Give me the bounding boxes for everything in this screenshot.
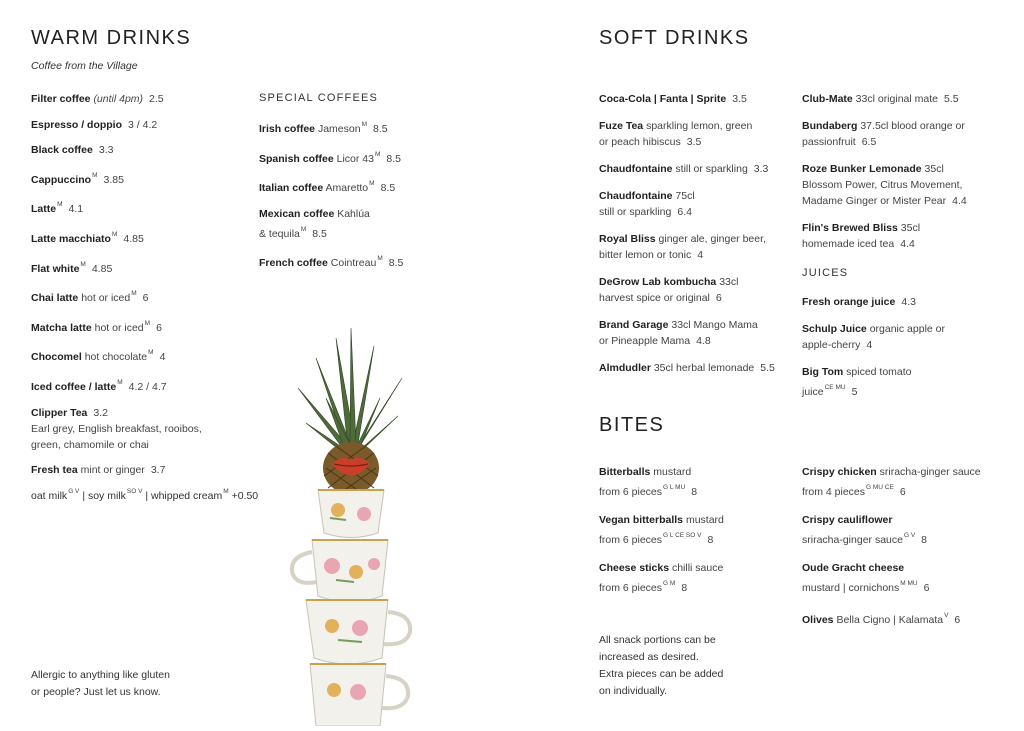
- menu-item-line: [802, 528, 1002, 548]
- menu-item-description: 35cl: [900, 222, 921, 234]
- menu-item-line: [599, 118, 799, 134]
- menu-item-price: 8: [707, 534, 714, 546]
- menu-item-description: mustard: [653, 466, 692, 478]
- menu-item-description: 35cl herbal lemonade: [653, 362, 755, 374]
- snack-note-line-1: All snack portions can be: [599, 634, 716, 646]
- special-coffees-list: [259, 117, 459, 281]
- menu-item-line: [802, 480, 1002, 500]
- menu-item: [259, 117, 459, 137]
- menu-item: [599, 360, 799, 376]
- warm-drinks-subtitle: Coffee from the Village: [31, 60, 138, 72]
- menu-item-line: [31, 375, 251, 395]
- menu-item: [31, 142, 251, 158]
- teacup-4: [310, 664, 408, 726]
- allergen-codes: M: [377, 255, 383, 263]
- menu-item-line: [31, 437, 251, 453]
- menu-item-name: Chocomel: [31, 351, 82, 364]
- menu-item-name: Fresh orange juice: [802, 296, 896, 308]
- juices-title: JUICES: [802, 267, 849, 279]
- allergen-codes: M: [92, 171, 98, 179]
- menu-item: [802, 220, 1002, 252]
- menu-item-detail: apple-cherry: [802, 339, 861, 351]
- menu-item-price: 3.5: [732, 93, 747, 105]
- menu-item-price: 3.3: [753, 163, 769, 175]
- menu-item: [802, 364, 1002, 400]
- menu-item-name: Almdudler: [599, 362, 651, 374]
- menu-item: [259, 251, 459, 271]
- menu-item-price: 6: [142, 292, 149, 305]
- menu-item: [802, 118, 1002, 150]
- menu-item-name: French coffee: [259, 257, 328, 270]
- menu-item-line: [599, 134, 799, 150]
- menu-item-line: [259, 176, 459, 196]
- juices-list: [802, 294, 1002, 411]
- menu-item-price: 6: [954, 614, 961, 626]
- warm-drinks-title: WARM DRINKS: [31, 27, 192, 49]
- teacup-1: [318, 490, 384, 538]
- menu-item-name: Filter coffee: [31, 93, 91, 105]
- snack-note-line-2: increased as desired.: [599, 651, 699, 663]
- allergen-codes: G L CE SO V: [663, 532, 702, 539]
- menu-item-line: [599, 360, 799, 376]
- allergen-codes: M: [80, 260, 86, 268]
- menu-item: [259, 176, 459, 196]
- menu-item-line: [802, 576, 1002, 596]
- menu-item: [599, 274, 799, 306]
- menu-item-detail: harvest spice or original: [599, 292, 710, 304]
- menu-item-price: 3.85: [103, 173, 124, 186]
- menu-item-line: [802, 177, 1002, 193]
- menu-item-line: [802, 364, 1002, 380]
- menu-item-line: [259, 222, 459, 242]
- menu-item-line: [31, 257, 251, 277]
- menu-item-line: [802, 91, 1002, 107]
- menu-item-price: 8.5: [386, 152, 401, 165]
- menu-item: [31, 197, 251, 217]
- menu-item-name: Chaudfontaine: [599, 163, 673, 175]
- menu-item-detail: sriracha-ginger sauce: [802, 534, 903, 546]
- warm-drinks-list: [31, 91, 251, 488]
- menu-item-name: Clipper Tea: [31, 406, 88, 419]
- menu-item-name: Italian coffee: [259, 182, 324, 195]
- menu-item-line: [259, 147, 459, 167]
- menu-item-name: Chaudfontaine: [599, 190, 673, 202]
- menu-item: [599, 91, 799, 107]
- menu-item: [802, 91, 1002, 107]
- snack-note-line-3: Extra pieces can be added: [599, 668, 724, 680]
- oat-milk: oat milk: [31, 490, 68, 502]
- allergen-codes: M: [111, 230, 118, 238]
- menu-item-line: [31, 142, 251, 158]
- menu-item-line: [802, 118, 1002, 134]
- menu-item: [599, 188, 799, 220]
- menu-item-name: Iced coffee / latte: [31, 380, 117, 393]
- menu-item-line: [31, 345, 251, 365]
- menu-item-name: Big Tom: [802, 366, 844, 378]
- menu-item: [31, 405, 251, 453]
- bites-left-list: [599, 464, 799, 608]
- menu-item-line: [802, 380, 1002, 400]
- menu-item-price: 8: [691, 486, 698, 498]
- menu-item: [802, 464, 1002, 500]
- menu-item-line: [802, 512, 1002, 528]
- menu-item-line: [802, 337, 1002, 353]
- menu-item-detail: or Pineapple Mama: [599, 335, 691, 347]
- menu-item-line: [802, 193, 1002, 209]
- menu-item-line: [599, 560, 799, 576]
- menu-item-price: 8: [921, 534, 928, 546]
- menu-item-price: 3.5: [686, 136, 702, 148]
- menu-item-name: Brand Garage: [599, 319, 669, 331]
- allergen-codes: M: [300, 225, 307, 233]
- menu-item: [31, 257, 251, 277]
- menu-item-price: 8.5: [312, 227, 327, 240]
- menu-item-line: [31, 227, 251, 247]
- menu-item-line: [31, 421, 251, 437]
- menu-item-name: Flin's Brewed Bliss: [802, 222, 898, 234]
- menu-item-name: Fresh tea: [31, 464, 78, 477]
- menu-item-name: Fuze Tea: [599, 120, 644, 132]
- menu-item-price: 4.1: [68, 203, 84, 216]
- soy-allergens: SO V: [126, 488, 143, 495]
- teacup-2: [292, 540, 388, 602]
- menu-item: [802, 608, 1002, 628]
- menu-item-line: [599, 480, 799, 500]
- allergen-codes: M MU: [900, 580, 918, 587]
- menu-item-line: [599, 512, 799, 528]
- menu-item-price: 8.5: [372, 123, 388, 135]
- menu-item: [31, 316, 251, 336]
- menu-item: [802, 321, 1002, 353]
- menu-item-description: mustard: [685, 514, 724, 526]
- menu-item-price: 6.4: [677, 206, 692, 218]
- teacup-3: [306, 600, 410, 664]
- menu-item-detail: homemade iced tea: [802, 238, 895, 250]
- extras-price: +0.50: [231, 490, 259, 502]
- allergen-codes: G M: [663, 580, 676, 587]
- menu-item-detail: still or sparkling: [599, 206, 672, 218]
- menu-item-price: 8.5: [380, 182, 396, 195]
- menu-item-description: (until 4pm): [93, 93, 144, 105]
- allergen-codes: M: [117, 378, 123, 386]
- menu-item: [802, 560, 1002, 596]
- menu-item-price: 3 / 4.2: [128, 118, 158, 131]
- menu-item-description: Bella Cigno | Kalamata: [836, 614, 944, 626]
- soft-drinks-right-list: [802, 91, 1002, 263]
- menu-item: [259, 206, 459, 242]
- menu-item-price: 6: [156, 321, 162, 334]
- menu-item-price: 6: [923, 582, 930, 594]
- menu-item-price: 5.5: [760, 362, 775, 374]
- menu-item-description: sparkling lemon, green: [646, 120, 753, 132]
- menu-item-name: Espresso / doppio: [31, 118, 123, 131]
- menu-item-line: [599, 290, 799, 306]
- menu-item-detail: juice: [802, 386, 824, 398]
- menu-item: [31, 117, 251, 133]
- menu-item-detail: or peach hibiscus: [599, 136, 681, 148]
- menu-item-price: 4.4: [900, 238, 915, 250]
- allergen-codes: M: [57, 201, 63, 209]
- menu-item-line: [599, 161, 799, 177]
- menu-item-description: hot chocolate: [84, 351, 148, 364]
- menu-item-detail: green, chamomile or chai: [31, 438, 149, 451]
- menu-item-line: [599, 274, 799, 290]
- menu-item-line: [31, 117, 251, 133]
- menu-item-line: [802, 294, 1002, 310]
- menu-item-line: [599, 317, 799, 333]
- menu-item-line: [802, 220, 1002, 236]
- menu-item-detail: mustard | cornichons: [802, 582, 900, 594]
- menu-item-line: [599, 528, 799, 548]
- menu-item-line: [802, 608, 1002, 628]
- allergen-codes: M: [131, 290, 137, 298]
- menu-item-detail: passionfruit: [802, 136, 856, 148]
- menu-item-line: [802, 161, 1002, 177]
- menu-item-price: 6: [899, 486, 906, 498]
- menu-item-line: [31, 405, 251, 421]
- soy-milk: | soy milk: [82, 490, 126, 502]
- menu-item: [802, 294, 1002, 310]
- menu-item-price: 4.85: [123, 232, 144, 245]
- menu-item-line: [802, 464, 1002, 480]
- menu-item-description: Licor 43: [336, 152, 374, 165]
- menu-item-price: 4.85: [91, 262, 113, 275]
- menu-item-description: 33cl original mate: [855, 93, 938, 105]
- menu-item-name: Chai latte: [31, 292, 79, 305]
- menu-item-name: DeGrow Lab kombucha: [599, 276, 717, 288]
- menu-item-description: mint or ginger: [80, 464, 145, 477]
- menu-item-line: [599, 333, 799, 349]
- menu-item-price: 5.5: [943, 93, 959, 105]
- menu-item-name: Crispy chicken: [802, 466, 877, 478]
- menu-item-price: 3.2: [93, 406, 109, 419]
- menu-item-price: 3.3: [98, 144, 114, 157]
- menu-item-line: [259, 117, 459, 137]
- menu-item-price: 8.5: [388, 257, 404, 270]
- menu-item-name: Cappuccino: [31, 173, 92, 186]
- bites-title: BITES: [599, 414, 665, 436]
- bites-right-list: [802, 464, 1002, 640]
- menu-item-description: 33cl Mango Mama: [671, 319, 758, 331]
- menu-item-price: 2.5: [149, 93, 164, 105]
- menu-item-line: [599, 247, 799, 263]
- menu-item: [802, 161, 1002, 209]
- menu-item-line: [31, 462, 251, 478]
- menu-item: [259, 147, 459, 167]
- menu-item-description: 33cl: [719, 276, 739, 288]
- menu-item-name: Irish coffee: [259, 123, 316, 135]
- menu-item: [31, 345, 251, 365]
- menu-item-name: Roze Bunker Lemonade: [802, 163, 922, 175]
- menu-item-line: [599, 231, 799, 247]
- menu-item-price: 3.7: [150, 464, 166, 477]
- allergy-line-1: Allergic to anything like gluten: [31, 669, 170, 681]
- menu-item-name: Schulp Juice: [802, 323, 867, 335]
- menu-item-name: Black coffee: [31, 144, 93, 157]
- allergen-codes: V: [944, 612, 949, 619]
- allergen-codes: M: [144, 319, 151, 327]
- menu-item-name: Latte macchiato: [31, 232, 111, 245]
- soft-drinks-left-list: [599, 91, 799, 387]
- menu-item-line: [599, 188, 799, 204]
- menu-item: [599, 512, 799, 548]
- menu-item: [599, 118, 799, 150]
- menu-item-name: Flat white: [31, 262, 80, 275]
- menu-item-price: 4: [866, 339, 873, 351]
- menu-item-name: Spanish coffee: [259, 152, 334, 165]
- menu-item-name: Bitterballs: [599, 466, 651, 478]
- menu-item-name: Olives: [802, 614, 834, 626]
- snack-portion-note: [599, 632, 723, 700]
- menu-item-price: 5: [851, 386, 858, 398]
- menu-item-name: Matcha latte: [31, 321, 92, 334]
- menu-item: [599, 560, 799, 596]
- menu-item-name: Latte: [31, 203, 57, 216]
- special-coffees-title: SPECIAL COFFEES: [259, 92, 379, 104]
- allergen-codes: M: [361, 121, 367, 128]
- menu-item-name: Cheese sticks: [599, 562, 670, 574]
- menu-item-line: [31, 286, 251, 306]
- menu-item-description: Jameson: [317, 123, 361, 135]
- menu-item-line: [31, 197, 251, 217]
- menu-item: [31, 227, 251, 247]
- menu-item: [31, 375, 251, 395]
- menu-item-description: organic apple or: [869, 323, 946, 335]
- menu-item-detail: Madame Ginger or Mister Pear: [802, 195, 947, 207]
- menu-item-description: 35cl: [924, 163, 944, 175]
- oat-allergens: G V: [68, 488, 80, 495]
- menu-item-description: 75cl: [675, 190, 695, 202]
- menu-item: [31, 462, 251, 478]
- menu-item-price: 6.5: [861, 136, 877, 148]
- menu-item-description: hot or iced: [94, 321, 144, 334]
- menu-item: [599, 161, 799, 177]
- menu-item-line: [31, 316, 251, 336]
- allergen-codes: M: [148, 349, 154, 357]
- menu-item-detail: from 6 pieces: [599, 486, 663, 498]
- menu-item-name: Royal Bliss: [599, 233, 656, 245]
- milk-options: [31, 484, 258, 504]
- menu-item-description: Amaretto: [325, 182, 369, 195]
- menu-item-detail: from 6 pieces: [599, 534, 663, 546]
- menu-item-description: chilli sauce: [671, 562, 724, 574]
- menu-item-name: Vegan bitterballs: [599, 514, 684, 526]
- menu-item-description: Kahlúa: [337, 207, 370, 220]
- allergy-note: [31, 667, 170, 701]
- menu-item: [802, 512, 1002, 548]
- menu-item-line: [599, 204, 799, 220]
- menu-item: [599, 231, 799, 263]
- menu-item: [599, 464, 799, 500]
- menu-item-line: [31, 168, 251, 188]
- menu-item-name: Bundaberg: [802, 120, 858, 132]
- snack-note-line-4: on individually.: [599, 685, 668, 697]
- menu-item-line: [599, 91, 799, 107]
- allergen-codes: M: [369, 180, 375, 188]
- menu-item-line: [31, 91, 251, 107]
- menu-item-price: 4.4: [952, 195, 967, 207]
- menu-item-description: Cointreau: [330, 257, 377, 270]
- menu-item-detail: Blossom Power, Citrus Movement,: [802, 179, 963, 191]
- soft-drinks-title: SOFT DRINKS: [599, 27, 750, 49]
- menu-item-detail: bitter lemon or tonic: [599, 249, 692, 261]
- cream-allergens: M: [223, 488, 229, 495]
- menu-item-name: Crispy cauliflower: [802, 514, 893, 526]
- pineapple-teacups-image: [276, 328, 426, 726]
- menu-item-detail: from 6 pieces: [599, 582, 663, 594]
- menu-item-price: 8: [681, 582, 688, 594]
- menu-item-line: [259, 251, 459, 271]
- menu-item-detail: from 4 pieces: [802, 486, 866, 498]
- menu-item-description: ginger ale, ginger beer,: [658, 233, 766, 245]
- menu-item-description: 37.5cl blood orange or: [860, 120, 965, 132]
- pineapple-teacups-illustration: [276, 328, 426, 726]
- menu-item: [31, 286, 251, 306]
- menu-item-name: Mexican coffee: [259, 207, 335, 220]
- menu-item-name: Oude Gracht cheese: [802, 562, 905, 574]
- menu-item-price: 4.2 / 4.7: [128, 380, 167, 393]
- menu-item-line: [802, 134, 1002, 150]
- menu-item-line: [259, 206, 459, 222]
- menu-item-price: 4: [159, 351, 166, 364]
- menu-item-name: Club-Mate: [802, 93, 853, 105]
- menu-item-line: [599, 576, 799, 596]
- menu-item: [599, 317, 799, 349]
- menu-item-line: [802, 321, 1002, 337]
- menu-item-description: still or sparkling: [675, 163, 748, 175]
- menu-item-description: hot or iced: [81, 292, 131, 305]
- allergen-codes: M: [374, 150, 381, 158]
- menu-item-line: [802, 560, 1002, 576]
- menu-item-detail: Earl grey, English breakfast, rooibos,: [31, 422, 202, 435]
- menu-item-line: [599, 464, 799, 480]
- menu-item: [31, 168, 251, 188]
- whipped-cream: | whipped cream: [145, 490, 223, 502]
- allergen-codes: G MU CE: [866, 484, 894, 491]
- menu-item-price: 4.3: [901, 296, 916, 308]
- allergen-codes: G V: [903, 532, 916, 539]
- menu-item: [31, 91, 251, 107]
- menu-item-description: spiced tomato: [846, 366, 912, 378]
- menu-item-price: 6: [715, 292, 722, 304]
- menu-item-name: Coca-Cola | Fanta | Sprite: [599, 93, 727, 105]
- menu-item-line: [802, 236, 1002, 252]
- allergy-line-2: or people? Just let us know.: [31, 686, 161, 698]
- menu-item-price: 4.8: [696, 335, 711, 347]
- allergen-codes: G L MU: [663, 484, 686, 491]
- menu-item-detail: & tequila: [259, 227, 300, 240]
- menu-item-price: 4: [697, 249, 704, 261]
- menu-item-description: sriracha-ginger sauce: [879, 466, 981, 478]
- allergen-codes: CE MU: [824, 384, 846, 391]
